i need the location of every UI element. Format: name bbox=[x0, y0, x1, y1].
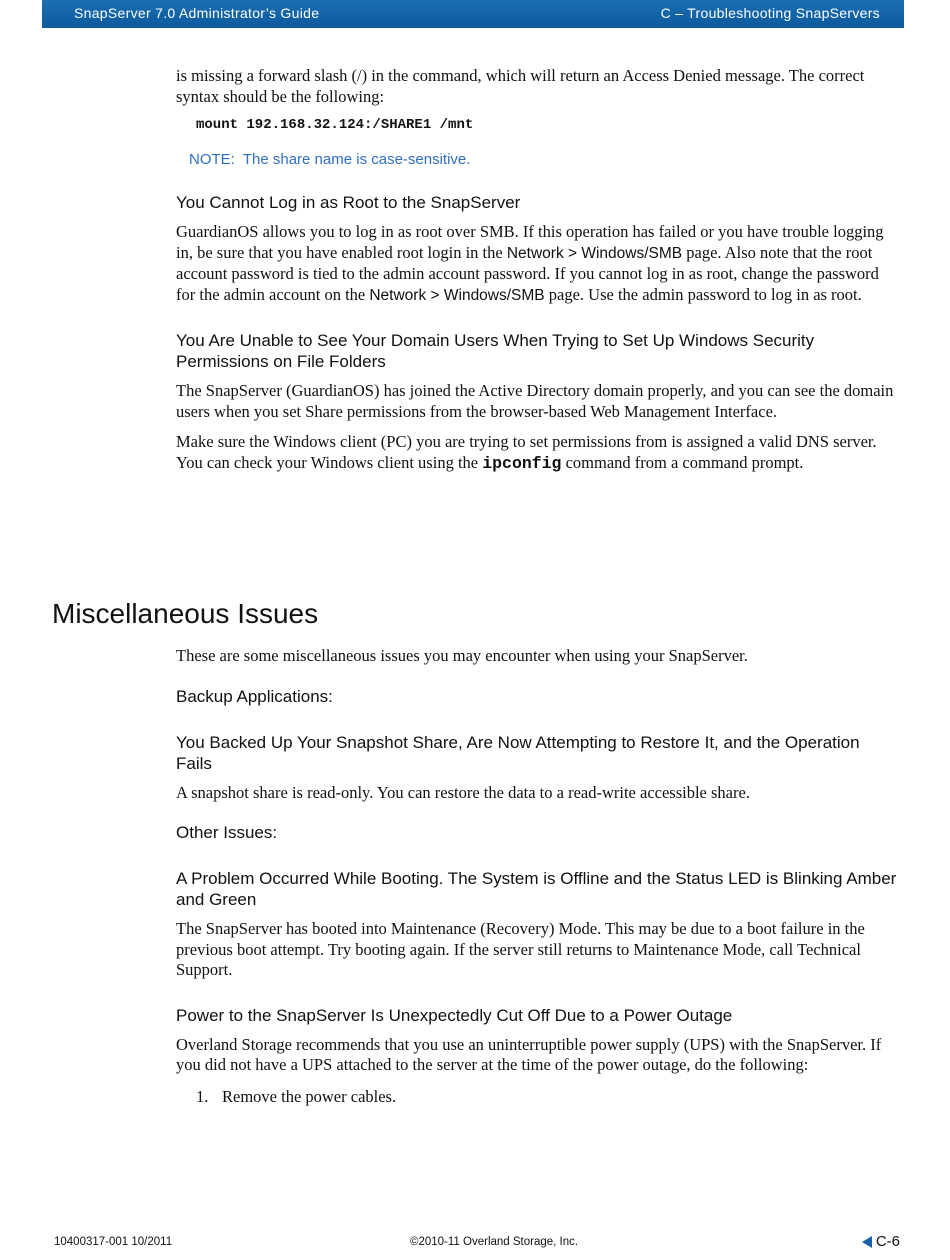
note-label: NOTE: bbox=[189, 151, 235, 168]
misc-intro: These are some miscellaneous issues you may encounter when using your SnapServer. bbox=[176, 646, 748, 665]
root-login-heading: You Cannot Log in as Root to the SnapServer bbox=[176, 193, 521, 212]
list-item bbox=[196, 1087, 900, 1108]
misc-section bbox=[176, 646, 900, 1107]
power-heading: Power to the SnapServer Is Unexpectedly Cut Off Due to a Power Outage bbox=[176, 1005, 733, 1025]
copyright: ©2010-11 Overland Storage, Inc. bbox=[410, 1236, 579, 1248]
back-arrow-icon[interactable] bbox=[862, 1236, 872, 1248]
mount-command: mount 192.168.32.124:/SHARE1 /mnt bbox=[196, 117, 474, 133]
page-header bbox=[42, 0, 904, 28]
domain-users-heading: You Are Unable to See Your Domain Users When Trying to Set Up Windows Security Permissions on File Folders bbox=[176, 331, 815, 371]
note-text: The share name is case-sensitive. bbox=[242, 151, 471, 168]
ui-path-windows-smb: Network > Windows/SMB bbox=[506, 244, 683, 262]
domain-users-paragraph-1: The SnapServer (GuardianOS) has joined the Active Directory domain properly, and you can see the domain users when you set Share permissions from the browser-based Web Management Interface. bbox=[176, 381, 894, 421]
guide-title: SnapServer 7.0 Administrator’s Guide bbox=[74, 5, 320, 21]
doc-number: 10400317-001 10/2011 bbox=[54, 1236, 173, 1248]
snapshot-heading: You Backed Up Your Snapshot Share, Are Now Attempting to Restore It, and the Operation Fails bbox=[176, 732, 860, 773]
intro-paragraph: is missing a forward slash (/) in the command, which will return an Access Denied message. The correct syntax should be the following: bbox=[176, 66, 865, 106]
step-text: Remove the power cables. bbox=[222, 1086, 397, 1106]
domain-users-paragraph-2: Make sure the Windows client (PC) you are trying to set permissions from is assigned a valid DNS server. You can check your Windows client using the ipconfig command from a command prompt. bbox=[176, 432, 877, 473]
chapter-title: C – Troubleshooting SnapServers bbox=[660, 5, 880, 21]
step-number: 1. bbox=[196, 1086, 209, 1106]
power-paragraph: Overland Storage recommends that you use an uninterruptible power supply (UPS) with the SnapServer. If you did not have a UPS attached to the server at the time of the power outage, do the following: bbox=[176, 1034, 882, 1074]
boot-heading: A Problem Occurred While Booting. The System is Offline and the Status LED is Blinking Amber and Green bbox=[176, 869, 897, 909]
root-login-paragraph: GuardianOS allows you to log in as root over SMB. If this operation has failed or you have trouble logging in, be sure that you have enabled root login in the Network > Windows/SMB page. Also note that the root account password is tied to the admin account password. If you cannot log in as root, change the password for the admin account on the Network > Windows/SMB page. Use the admin password to log in as root. bbox=[176, 222, 884, 304]
ipconfig-command: ipconfig bbox=[482, 453, 562, 473]
note bbox=[189, 151, 900, 168]
boot-paragraph: The SnapServer has booted into Maintenance (Recovery) Mode. This may be due to a boot failure in the previous boot attempt. Try booting again. If the server still returns to Maintenance Mode, call Technical Support. bbox=[176, 919, 865, 979]
misc-issues-heading: Miscellaneous Issues bbox=[52, 598, 319, 629]
top-section bbox=[176, 66, 900, 474]
ui-path-windows-smb-2: Network > Windows/SMB bbox=[369, 286, 545, 304]
backup-apps-heading: Backup Applications: bbox=[176, 686, 333, 706]
other-issues-heading: Other Issues: bbox=[176, 823, 278, 842]
page-number-link[interactable] bbox=[862, 1233, 900, 1250]
snapshot-paragraph: A snapshot share is read-only. You can restore the data to a read-write accessible share. bbox=[176, 782, 750, 802]
page-number: C-6 bbox=[875, 1233, 900, 1250]
